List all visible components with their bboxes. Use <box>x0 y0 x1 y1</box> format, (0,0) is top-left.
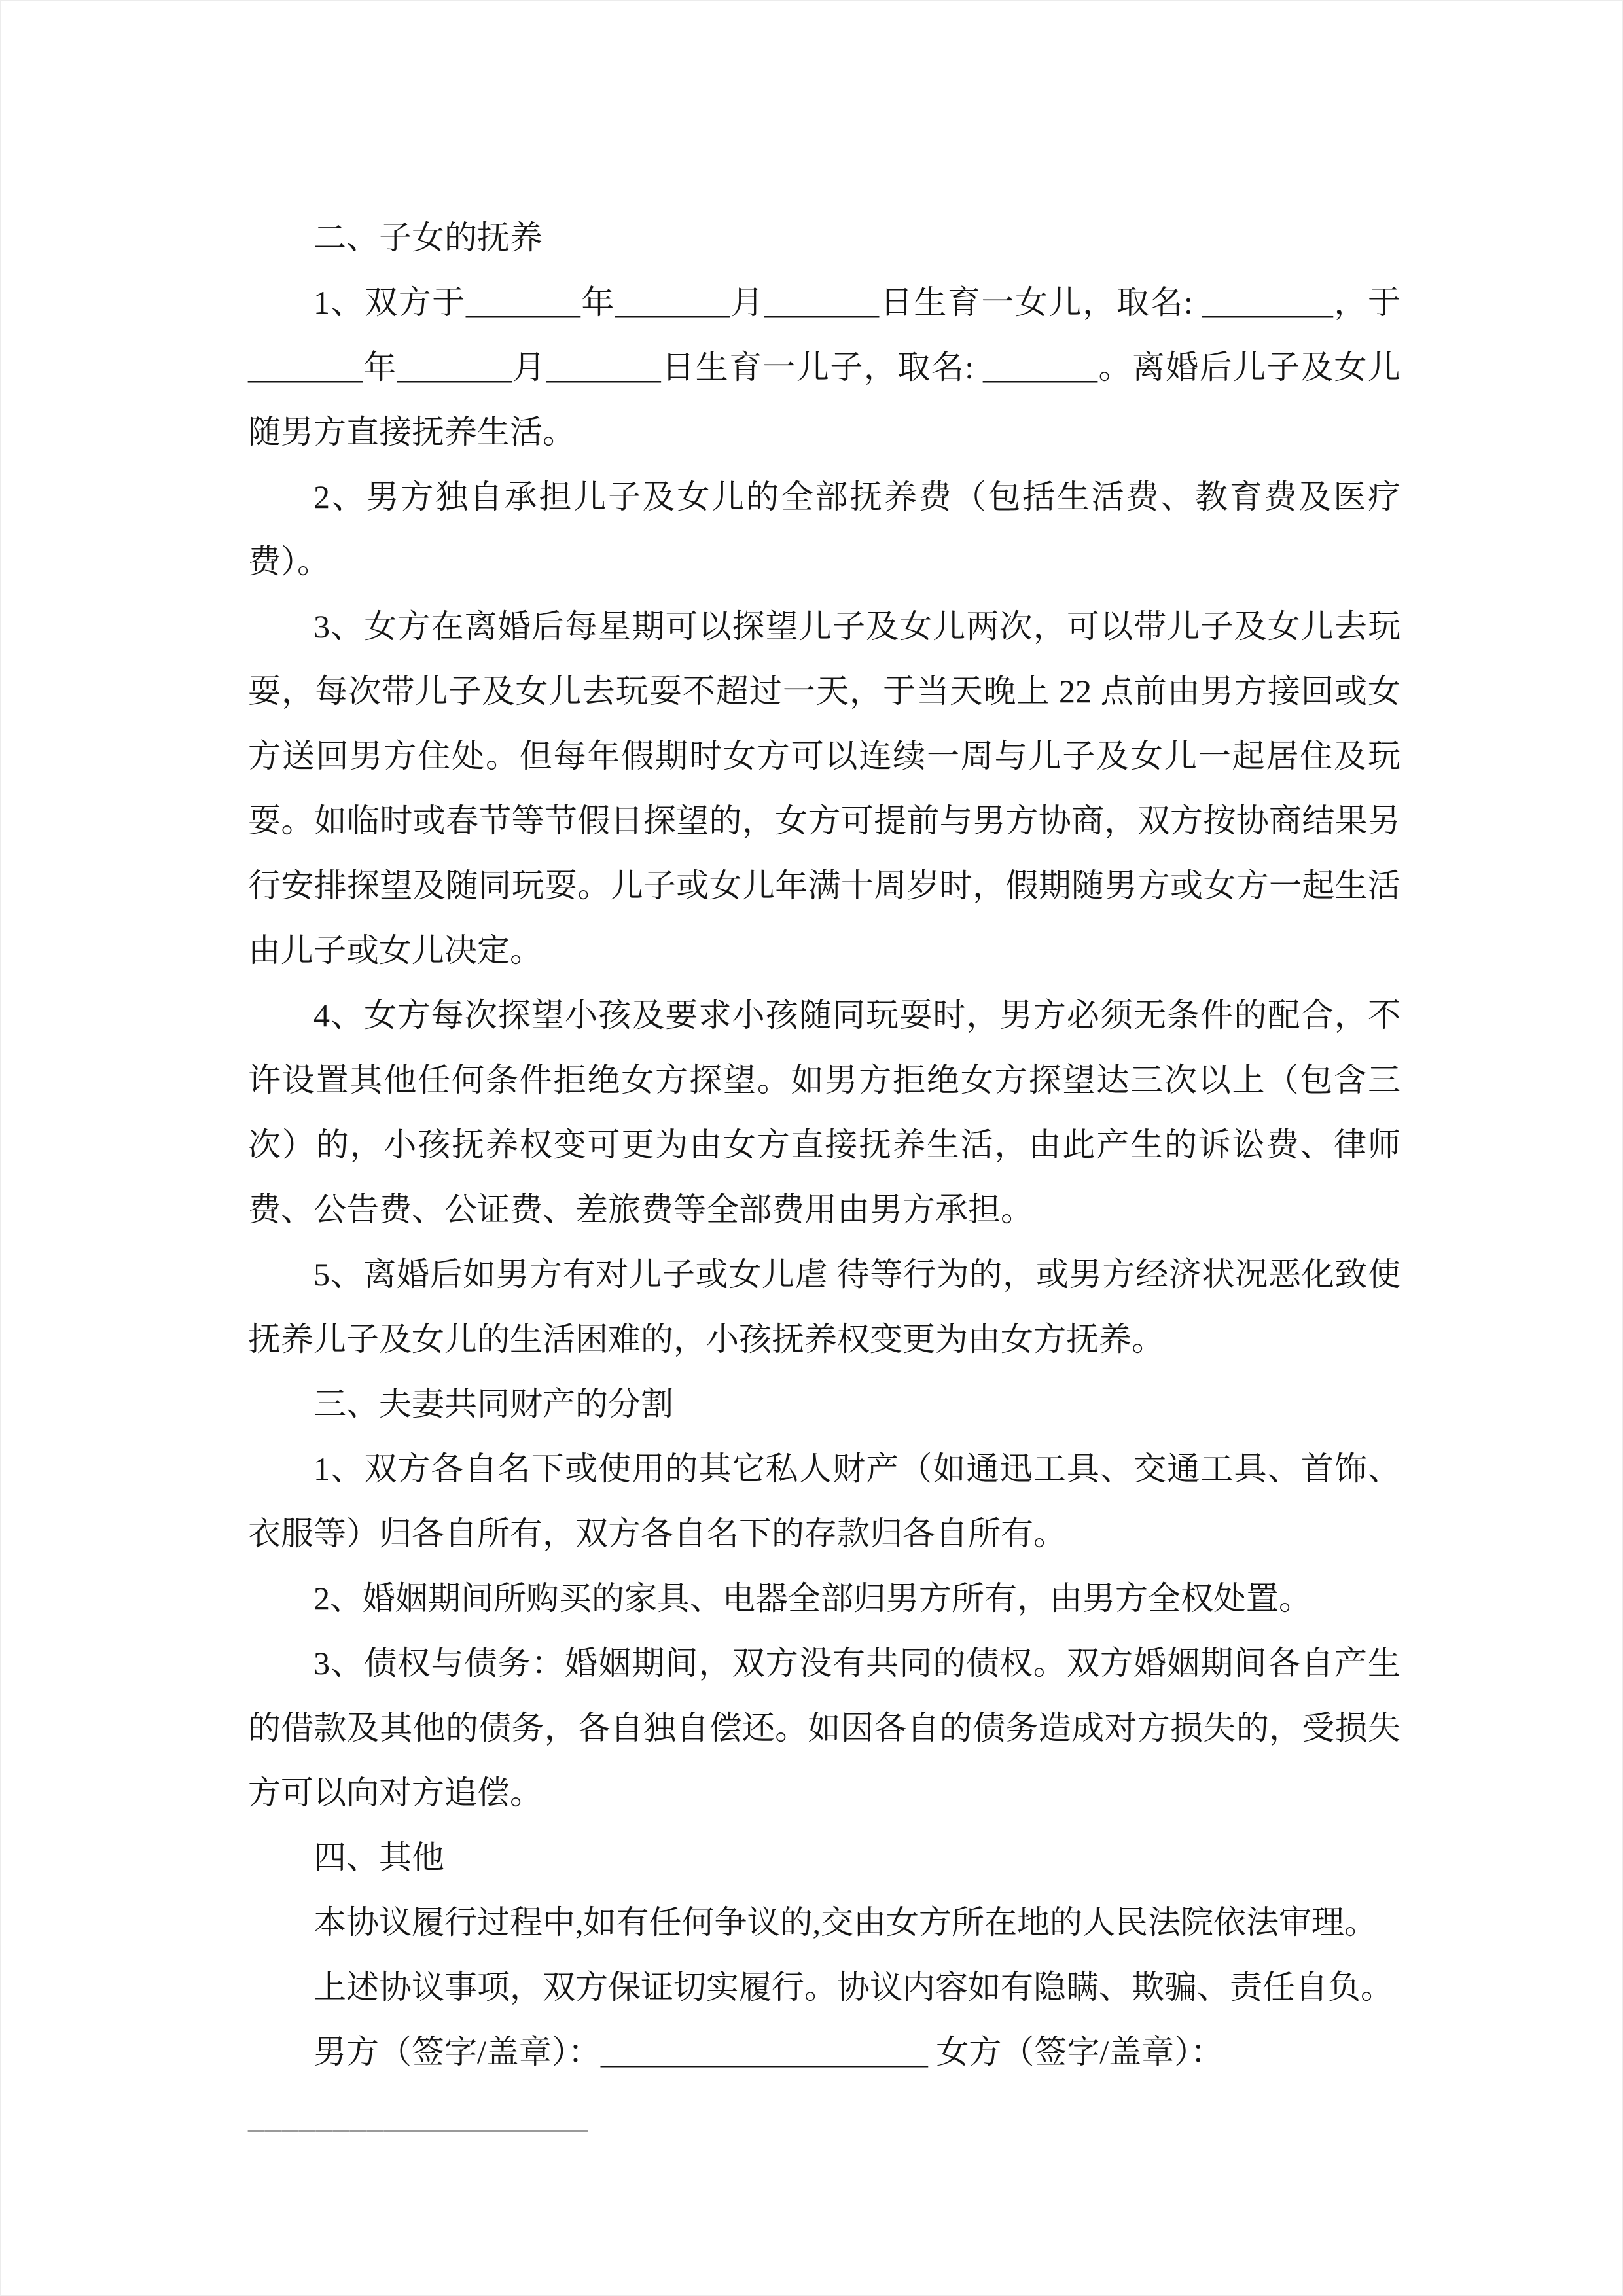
paragraph-visitation-rules: 3、女方在离婚后每星期可以探望儿子及女儿两次，可以带儿子及女儿去玩耍，每次带儿子及女儿去玩耍不超过一天，于当天晚上 22 点前由男方接回或女方送回男方住处。但每年假期时女方可以连续一周与儿子及女儿一起居住及玩耍。如临时或春节等节假日探望的，女方可提前与男方协商，双方按协商结果另行安排探望及随同玩耍。儿子或女儿年满十周岁时，假期随男方或女方一起生活由儿子或女儿决定。 <box>248 608 1400 969</box>
paragraph-personal-property: 1、双方各自名下或使用的其它私人财产（如通迅工具、交通工具、首饰、衣服等）归各自所有，双方各自名下的存款归各自所有。 <box>248 1450 1400 1552</box>
paragraph-visitation-cooperation: 4、女方每次探望小孩及要求小孩随同玩耍时，男方必须无条件的配合，不许设置其他任何条件拒绝女方探望。如男方拒绝女方探望达三次以上（包含三次）的，小孩抚养权变可更为由女方直接抚养生活，由此产生的诉讼费、律师费、公告费、公证费、差旅费等全部费用由男方承担。 <box>248 997 1400 1228</box>
paragraph-furniture-appliances: 2、婚姻期间所购买的家具、电器全部归男方所有，由男方全权处置。 <box>313 1580 1311 1617</box>
paragraph-custody-change: 5、离婚后如男方有对儿子或女儿虐 待等行为的，或男方经济状况恶化致使抚养儿子及女儿的生活困难的，小孩抚养权变更为由女方抚养。 <box>248 1256 1400 1357</box>
signature-line: 男方（签字/盖章）：____________________ 女方（签字/盖章）： <box>313 2034 1224 2070</box>
paragraph-birth-custody: 1、双方于_______年_______月_______日生育一女儿，取名: ________，于_______年_______月_______日生育一儿子，取名: _______。离婚后儿子及女儿随男方直接抚养生活。 <box>248 284 1400 450</box>
paragraph-commitment: 上述协议事项，双方保证切实履行。协议内容如有隐瞒、欺骗、责任自负。 <box>313 1969 1393 2005</box>
section-heading-property-division: 三、夫妻共同财产的分割 <box>313 1386 673 1422</box>
section-heading-other: 四、其他 <box>313 1839 444 1876</box>
paragraph-dispute-resolution: 本协议履行过程中,如有任何争议的,交由女方所在地的人民法院依法审理。 <box>313 1904 1377 1941</box>
paragraph-support-costs: 2、男方独自承担儿子及女儿的全部抚养费（包括生活费、教育费及医疗费）。 <box>248 478 1400 580</box>
signature-blank-line: ____________________ <box>248 2098 588 2135</box>
section-heading-children-support: 二、子女的抚养 <box>313 219 543 256</box>
paragraph-debts: 3、债权与债务：婚姻期间，双方没有共同的债权。双方婚姻期间各自产生的借款及其他的债务，各自独自偿还。如因各自的债务造成对方损失的，受损失方可以向对方追偿。 <box>248 1645 1400 1811</box>
